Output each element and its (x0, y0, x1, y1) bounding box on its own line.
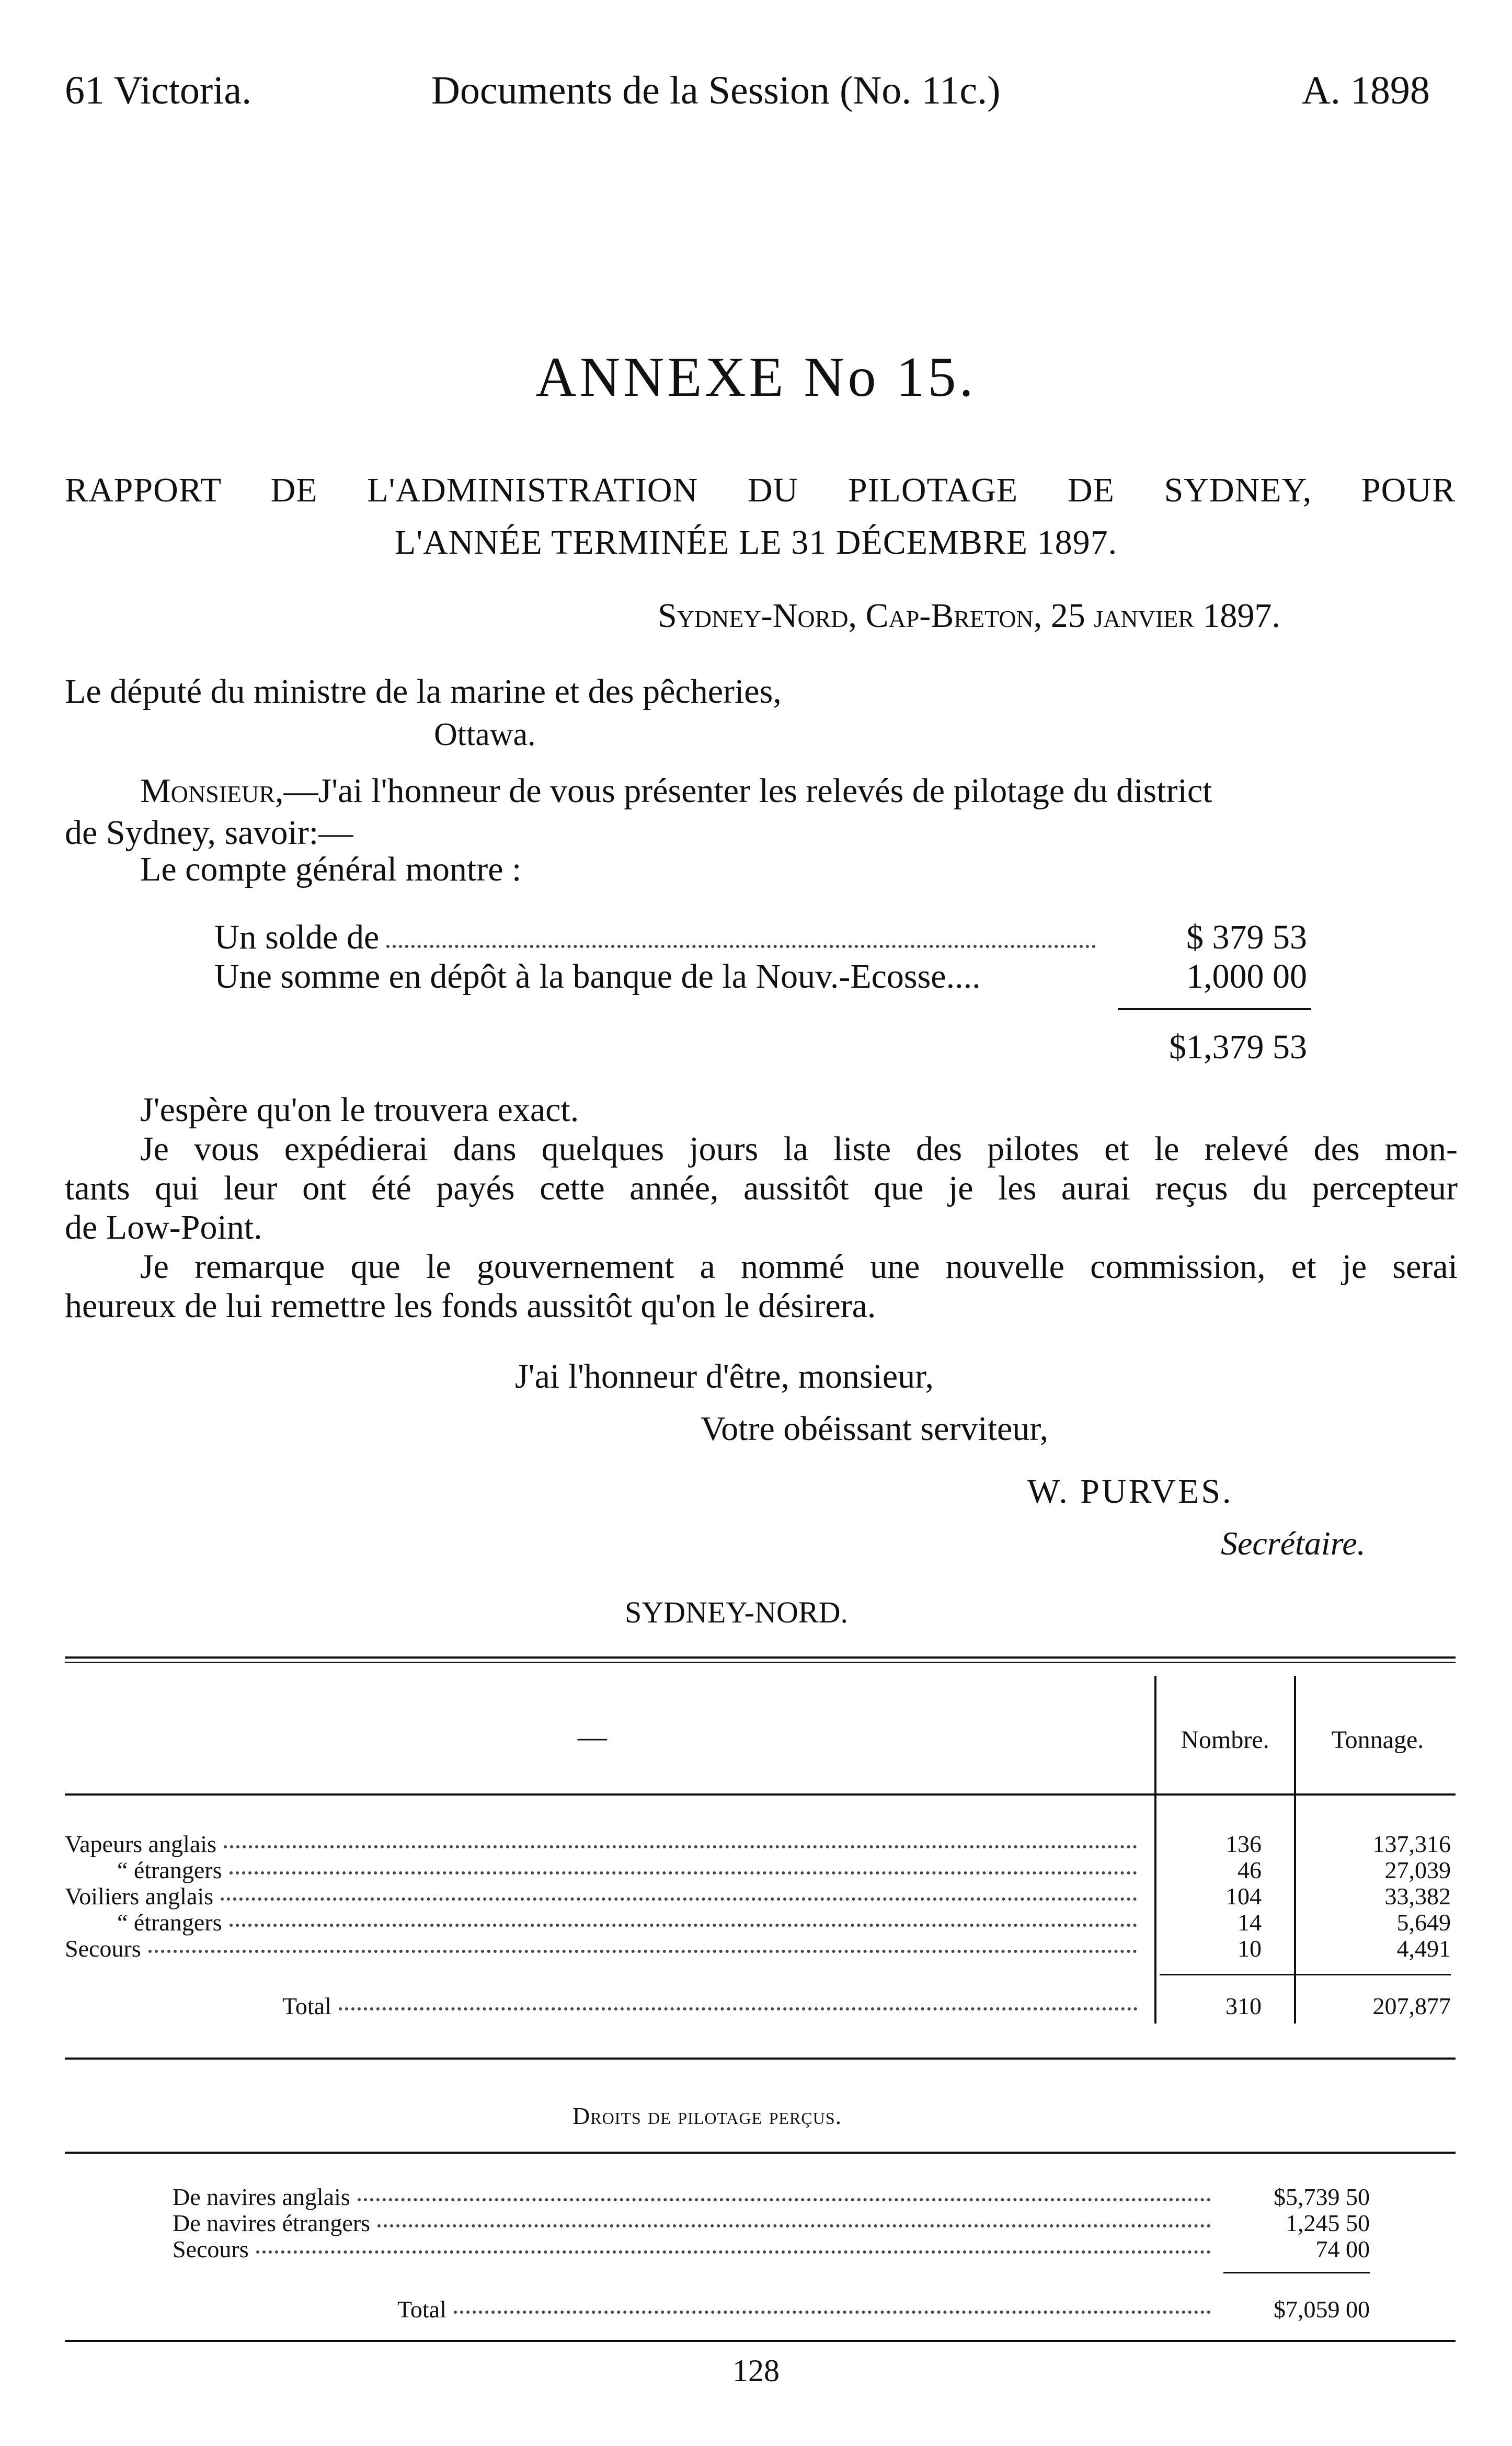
table1-row-nombre: 104 (1225, 1883, 1262, 1910)
table1-row-label: Voiliers anglais (65, 1883, 214, 1910)
table2-bottom-rule (65, 2340, 1456, 2342)
signature-title: Secrétaire. (1221, 1525, 1366, 1562)
table2-total-row (397, 2295, 1218, 2323)
table1-col-tonnage: Tonnage. (1331, 1726, 1424, 1754)
table1-row-nombre: 10 (1238, 1935, 1262, 1962)
table1-top-rule-2 (65, 1662, 1456, 1663)
paragraph-1-text: —J'ai l'honneur de vous présenter les relevés de pilotage du district (283, 772, 1212, 810)
table1-header-rule (65, 1793, 1456, 1796)
table1-row-tonnage: 5,649 (1396, 1909, 1451, 1936)
table1-row-tonnage: 4,491 (1396, 1935, 1451, 1962)
table2-title: Droits de pilotage perçus. (572, 2102, 842, 2129)
signature: W. PURVES. (1027, 1472, 1233, 1511)
table1-sum-rule (1160, 1974, 1451, 1975)
table1-row-nombre: 136 (1225, 1831, 1262, 1857)
addressee-line2: Ottawa. (434, 717, 536, 752)
table2-row-label: De navires étrangers (173, 2210, 371, 2236)
table2-sum-rule (1223, 2272, 1370, 2273)
dateline: Sydney-Nord, Cap-Breton, 25 janvier 1897. (658, 597, 1280, 635)
paragraph-1-line2: de Sydney, savoir:— (65, 814, 353, 852)
table1-bottom-rule (65, 2058, 1456, 2060)
table1-row-label: Vapeurs anglais (65, 1831, 216, 1857)
table1-row-tonnage: 137,316 (1372, 1831, 1451, 1857)
table2-row (173, 2183, 1218, 2211)
table1-row-label: “ étrangers (117, 1857, 222, 1883)
closing-line2: Votre obéissant serviteur, (701, 1410, 1049, 1448)
paragraph-4-line1: Je vous expédierai dans quelques jours la liste des pilotes et le relevé des mon- (140, 1130, 1458, 1168)
paragraph-5-line1: Je remarque que le gouvernement a nommé une nouvelle commission, et je serai (140, 1248, 1458, 1286)
report-title-line1: RAPPORT DE L'ADMINISTRATION DU PILOTAGE DE SYDNEY, POUR (65, 471, 1456, 509)
table1-total-tonnage: 207,877 (1372, 1993, 1451, 2019)
paragraph-4-line3: de Low-Point. (65, 1208, 262, 1247)
table2-row-value: 74 00 (1315, 2236, 1370, 2262)
paragraph-2: Le compte général montre : (140, 850, 522, 888)
report-title-line2: L'ANNÉE TERMINÉE LE 31 DÉCEMBRE 1897. (394, 523, 1118, 562)
header-right: A. 1898 (1302, 68, 1430, 112)
paragraph-1-line1 (140, 771, 1458, 811)
table1-total-nombre: 310 (1225, 1993, 1262, 2019)
table2-total-value: $7,059 00 (1274, 2296, 1370, 2323)
table1-top-rule (65, 1656, 1456, 1659)
table1-col-divider-2 (1294, 1676, 1296, 2024)
paragraph-4-line2: tants qui leur ont été payés cette année, aussitôt que je les aurai reçus du percepteur (65, 1169, 1458, 1207)
table2-row (173, 2235, 1218, 2263)
table1-col-nombre: Nombre. (1181, 1726, 1269, 1754)
account-label: Un solde de (214, 918, 380, 956)
table2-row-label: De navires anglais (173, 2184, 350, 2210)
table1-total-label: Total (282, 1993, 331, 2019)
page-number: 128 (732, 2353, 780, 2388)
table1-col-divider-1 (1154, 1676, 1156, 2024)
annex-title: ANNEXE No 15. (535, 346, 977, 408)
addressee-line1: Le député du ministre de la marine et des pêcheries, (65, 672, 782, 711)
paragraph-3: J'espère qu'on le trouvera exact. (140, 1091, 579, 1129)
header-left: 61 Victoria. (65, 68, 252, 112)
table2-row-value: $5,739 50 (1274, 2184, 1370, 2210)
table2-top-rule (65, 2152, 1456, 2154)
table1-row-label: “ étrangers (117, 1909, 222, 1936)
table1-title: SYDNEY-NORD. (625, 1595, 848, 1629)
table1-row (65, 1882, 1144, 1910)
table1-row-tonnage: 27,039 (1384, 1857, 1451, 1883)
table1-total-row (282, 1992, 1145, 2020)
table1-row-nombre: 46 (1238, 1857, 1262, 1883)
table1-row (65, 1908, 1144, 1936)
salutation: Monsieur, (140, 772, 284, 810)
table1-row-label: Secours (65, 1935, 141, 1962)
table1-row (65, 1935, 1144, 1962)
account-row-1 (214, 918, 1103, 957)
header-center: Documents de la Session (No. 11c.) (431, 68, 1001, 112)
table1-row (65, 1856, 1144, 1884)
table1-row (65, 1830, 1144, 1858)
paragraph-5-line2: heureux de lui remettre les fonds aussitôt qu'on le désirera. (65, 1287, 876, 1325)
table1-row-nombre: 14 (1238, 1909, 1262, 1936)
table1-header-dash: — (578, 1721, 607, 1753)
table2-row (173, 2209, 1218, 2237)
account-label: Une somme en dépôt à la banque de la Nouv.-Ecosse.... (214, 957, 981, 996)
table2-total-label: Total (397, 2296, 446, 2323)
account-value: $ 379 53 (1186, 918, 1307, 956)
table2-row-value: 1,245 50 (1286, 2210, 1370, 2236)
account-total: $1,379 53 (1169, 1028, 1307, 1066)
table1-row-tonnage: 33,382 (1384, 1883, 1451, 1910)
table2-row-label: Secours (173, 2236, 249, 2262)
closing-line1: J'ai l'honneur d'être, monsieur, (515, 1357, 934, 1396)
sum-rule (1118, 1008, 1311, 1010)
account-value: 1,000 00 (1186, 957, 1307, 996)
